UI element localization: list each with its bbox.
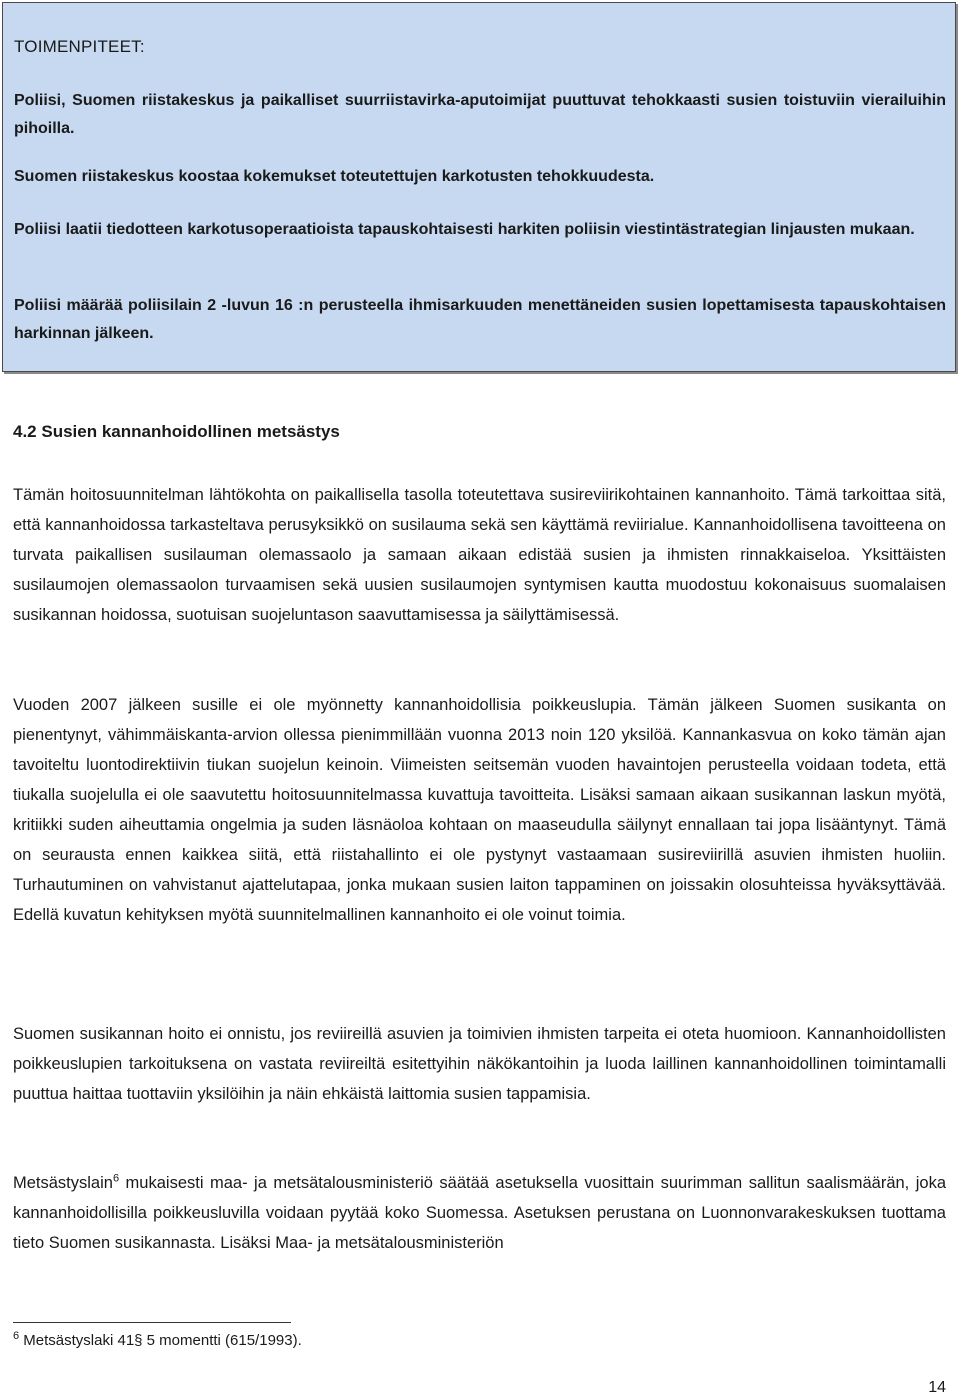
page-number: 14 xyxy=(928,1379,946,1396)
body-paragraph: Tämän hoitosuunnitelman lähtökohta on paikallisella tasolla toteutettava susireviirikohtainen kannanhoito. Tämä tarkoittaa sitä, että kannanhoidossa tarkasteltava perusyksikkö on susilauma sekä sen käyttämä reviirialue. Kannanhoidollisena tavoitteena on turvata paikallisen susilauman olemassaolo ja samaan aikaan edistää susien ja ihmisten rinnakkaiseloa. Yksittäisten susilaumojen olemassaolon turvaamisen sekä uusien susilaumojen syntymisen kautta muodostuu kokonaisuus suomalaisen susikannan hoidossa, suotuisan suojeluntason saavuttamisessa ja säilyttämisessä. xyxy=(13,486,946,624)
actions-box-title: TOIMENPITEET: xyxy=(14,37,145,56)
actions-box xyxy=(2,2,956,372)
paragraph-lead: Metsästyslain xyxy=(13,1174,113,1192)
body-paragraph: Vuoden 2007 jälkeen susille ei ole myönnetty kannanhoidollisia poikkeuslupia. Tämän jälkeen Suomen susikanta on pienentynyt, vähimmäiskanta-arvion ollessa pienimmillään vuonna 2013 noin 120 yksilöä. Kannankasvua on koko tämän ajan tavoiteltu luontodirektiivin tiukan suojelun keinoin. Viimeisten seitsemän vuoden havaintojen perusteella voidaan todeta, että tiukalla suojelulla ei ole saavutettu hoitosuunnitelmassa kuvattuja tavoitteita. Lisäksi samaan aikaan susikannan laskun myötä, kritiikki suden aiheuttamia ongelmia ja suden läsnäoloa kohtaan on maaseudulla säilynyt ennallaan tai jopa lisääntynyt. Tämä on seurausta ennen kaikkea siitä, että riistahallinto ei ole pystynyt vastaamaan susireviirillä asuvien ihmisten huoliin. Turhautuminen on vahvistanut ajattelutapaa, jonka mukaan susien laiton tappaminen on joissakin olosuhteissa hyväksyttävää. Edellä kuvatun kehityksen myötä suunnitelmallinen kannanhoito ei ole voinut toimia. xyxy=(13,696,946,924)
body-paragraph: Suomen susikannan hoito ei onnistu, jos reviireillä asuvien ja toimivien ihmisten tarpeita ei oteta huomioon. Kannanhoidollisten poikkeuslupien tarkoituksena on vastata reviireiltä esitettyihin näkökantoihin ja luoda laillinen kannanhoidollinen toimintamalli puuttua haittaa tuottaviin yksilöihin ja näin ehkäistä laittomia susien tappamisia. xyxy=(13,1025,946,1103)
action-item: Poliisi määrää poliisilain 2 -luvun 16 :n perusteella ihmisarkuuden menettäneiden susien lopettamisesta tapauskohtaisen harkinnan jälkeen. xyxy=(14,297,946,342)
action-item: Poliisi, Suomen riistakeskus ja paikalliset suurriistavirka-aputoimijat puuttuvat tehokkaasti susien toistuviin vierailuihin pihoilla. xyxy=(14,92,946,137)
footnote-text: Metsästyslaki 41§ 5 momentti (615/1993). xyxy=(19,1332,302,1349)
section-heading: 4.2 Susien kannanhoidollinen metsästys xyxy=(13,422,340,441)
footnote-reference[interactable]: 6 xyxy=(112,1172,120,1185)
paragraph-rest: mukaisesti maa- ja metsätalousministeriö säätää asetuksella vuosittain suurimman sallitun saalismäärän, joka kannanhoidollisilla poikkeusluvilla voidaan pyytää koko Suomessa. Asetuksen perustana on Luonnonvarakeskuksen tuottama tieto Suomen susikannasta. Lisäksi Maa- ja metsätalousministeriön xyxy=(13,1174,946,1252)
action-item: Poliisi laatii tiedotteen karkotusoperaatioista tapauskohtaisesti harkiten poliisin viestintästrategian linjausten mukaan. xyxy=(14,221,915,238)
body-paragraph xyxy=(13,1168,946,1258)
footnote-divider xyxy=(13,1322,291,1323)
action-item: Suomen riistakeskus koostaa kokemukset toteutettujen karkotusten tehokkuudesta. xyxy=(14,168,655,185)
footnote xyxy=(13,1332,302,1349)
footnote-number: 6 xyxy=(13,1330,20,1342)
